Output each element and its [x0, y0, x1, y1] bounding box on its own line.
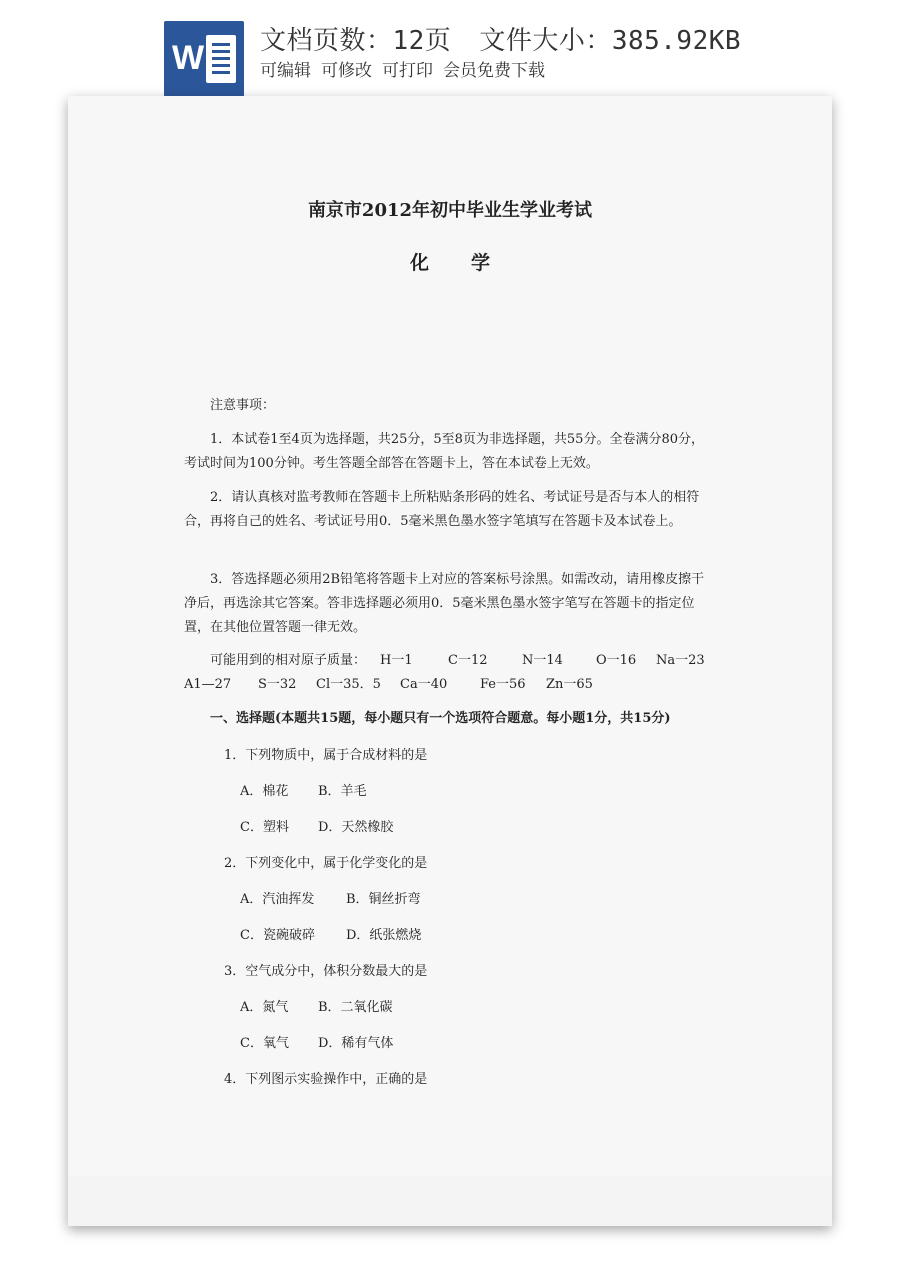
question-2-option-a: A．汽油挥发 — [240, 892, 315, 907]
word-w-letter: W — [172, 39, 205, 77]
section-one-heading: 一、选择题(本题共15题，每小题只有一个选项符合题意。每小题1分，共15分) — [210, 711, 671, 726]
atomic-mass-cl: Cl一35．5 — [316, 677, 381, 692]
atomic-mass-na: Na一23 — [656, 653, 705, 668]
feature-list — [260, 56, 555, 81]
feature-editable: 可编辑 — [260, 61, 311, 81]
question-2-option-b: B．铜丝折弯 — [346, 892, 421, 907]
atomic-mass-zn: Zn一65 — [546, 677, 593, 692]
notice-heading: 注意事项： — [210, 398, 276, 413]
exam-title: 南京市2012年初中毕业生学业考试 — [307, 200, 593, 221]
feature-member-download: 会员免费下载 — [443, 61, 545, 81]
question-2-stem: 2．下列变化中，属于化学变化的是 — [224, 856, 428, 871]
atomic-mass-ca: Ca一40 — [400, 677, 448, 692]
atomic-mass-al: A1—27 — [184, 677, 232, 692]
question-3-option-c: C．氧气 — [240, 1036, 289, 1051]
atomic-mass-o: O一16 — [596, 653, 637, 668]
document-sheet-icon — [206, 35, 236, 83]
question-3-option-a: A．氮气 — [240, 1000, 289, 1015]
exam-subject: 化学 — [409, 252, 532, 274]
note-3: 3．答选择题必须用2B铅笔将答题卡上对应的答案标号涂黑。如需改动，请用橡皮擦干净后，再选涂其它答案。答非选择题必须用0．5毫米黑色墨水签字笔写在答题卡的指定位置，在其他位置答题一律无效。 — [184, 572, 705, 635]
page-count: 文档页数：12页 — [260, 26, 452, 56]
feature-printable: 可打印 — [382, 61, 433, 81]
word-file-icon — [164, 21, 244, 97]
question-1-option-a: A．棉花 — [240, 784, 289, 799]
note-2: 2．请认真核对监考教师在答题卡上所粘贴条形码的姓名、考试证号是否与本人的相符合，再将自己的姓名、考试证号用0．5毫米黑色墨水签字笔填写在答题卡及本试卷上。 — [184, 490, 700, 529]
atomic-mass-h: H一1 — [380, 653, 413, 668]
atomic-mass-n: N一14 — [522, 653, 563, 668]
feature-modifiable: 可修改 — [321, 61, 372, 81]
question-3-stem: 3．空气成分中，体积分数最大的是 — [224, 964, 428, 979]
question-3-option-b: B．二氧化碳 — [318, 1000, 393, 1015]
file-size: 文件大小：385.92KB — [479, 26, 742, 56]
note-1: 1．本试卷1至4页为选择题，共25分，5至8页为非选择题，共55分。全卷满分80分，考试时间为100分钟。考生答题全部答在答题卡上，答在本试卷上无效。 — [184, 432, 704, 471]
question-3-option-d: D．稀有气体 — [318, 1036, 394, 1051]
question-4-stem: 4．下列图示实验操作中，正确的是 — [224, 1072, 428, 1087]
atomic-mass-c: C一12 — [448, 653, 488, 668]
atomic-mass-fe: Fe一56 — [480, 677, 526, 692]
document-page — [68, 96, 832, 1176]
atomic-mass-s: S一32 — [258, 677, 297, 692]
question-2-option-c: C．瓷碗破碎 — [240, 928, 315, 943]
question-1-option-c: C．塑料 — [240, 820, 289, 835]
question-1-option-d: D．天然橡胶 — [318, 820, 394, 835]
file-meta — [260, 20, 741, 57]
question-2-option-d: D．纸张燃烧 — [346, 928, 422, 943]
question-1-option-b: B．羊毛 — [318, 784, 367, 799]
atomic-mass-intro: 可能用到的相对原子质量： — [210, 653, 367, 668]
question-1-stem: 1．下列物质中，属于合成材料的是 — [224, 748, 428, 763]
